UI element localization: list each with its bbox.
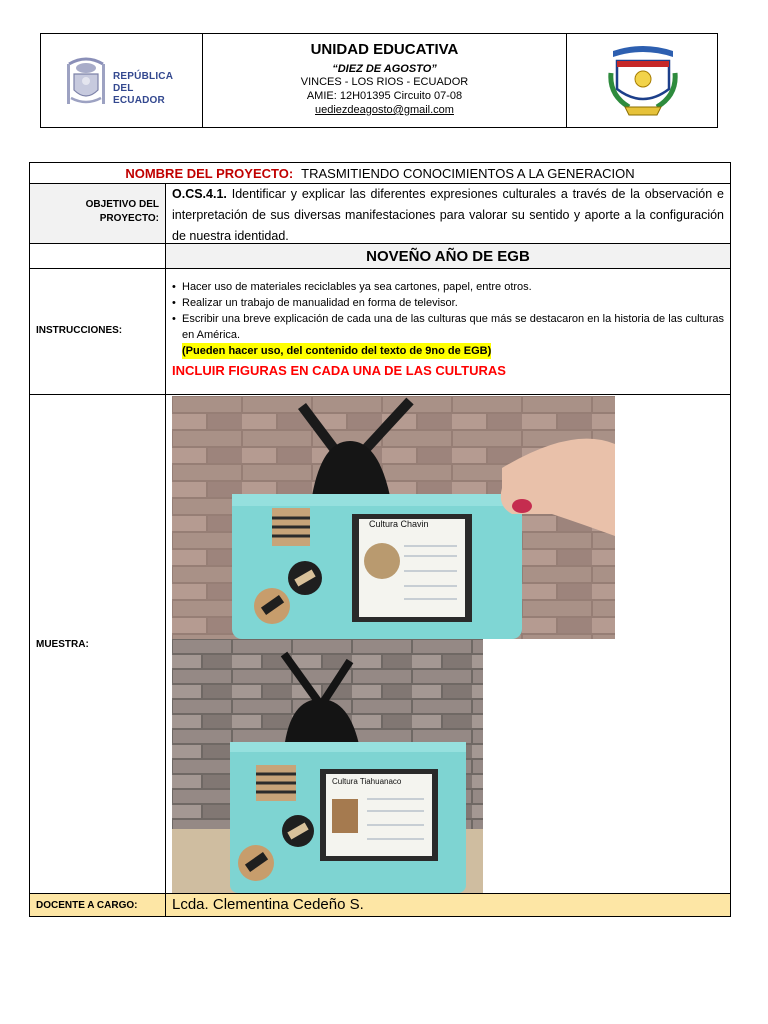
school-email-link[interactable]: uediezdeagosto@gmail.com — [315, 104, 454, 116]
instruction-note: (Pueden hacer uso, del contenido del texto de 9no de EGB) — [182, 345, 492, 357]
logo-line-1: REPÚBLICA — [113, 71, 174, 82]
level-empty-cell — [30, 244, 166, 268]
document-header — [40, 33, 718, 128]
objective-row — [30, 184, 730, 244]
project-name-row — [30, 163, 730, 184]
instructions-label: INSTRUCCIONES: — [30, 269, 166, 394]
objective-code: O.CS.4.1. — [172, 187, 227, 201]
project-table — [29, 162, 731, 917]
school-location: VINCES - LOS RIOS - ECUADOR — [300, 76, 469, 88]
logo-line-2: DEL ECUADOR — [113, 83, 165, 106]
instructions-content — [166, 269, 730, 394]
sample-photos — [166, 395, 730, 893]
instructions-row — [30, 269, 730, 395]
sample-photo-chavin — [172, 396, 615, 639]
instruction-item: • Hacer uso de materiales reciclables ya sea cartones, papel, entre otros. — [172, 279, 724, 295]
objective-label-line1: OBJETIVO DEL — [85, 199, 159, 210]
objective-text — [166, 184, 730, 243]
school-name: UNIDAD EDUCATIVA — [310, 41, 459, 58]
project-name-label: NOMBRE DEL PROYECTO: — [125, 165, 294, 181]
teacher-name: Lcda. Clementina Cedeño S. — [172, 896, 364, 913]
objective-description: Identificar y explicar las diferentes expresiones culturales a través de la observación e interpretación de sus diversas manifestaciones para valorar su sentido y aporte a la configuración de nuestra identidad. — [172, 187, 724, 243]
school-subtitle: “DIEZ DE AGOSTO” — [332, 63, 437, 75]
objective-label-line2: PROYECTO: — [99, 213, 159, 224]
teacher-row — [30, 894, 730, 916]
instruction-highlight: INCLUIR FIGURAS EN CADA UNA DE LAS CULTURAS — [172, 363, 506, 378]
instructions-list — [172, 279, 724, 343]
tv-craft-photo-2 — [172, 639, 483, 893]
school-info-cell — [203, 34, 568, 127]
tv-craft-photo — [172, 396, 615, 639]
school-amie: AMIE: 12H01395 Circuito 07-08 — [306, 90, 463, 102]
sample-label: MUESTRA: — [30, 395, 166, 893]
objective-label — [30, 184, 166, 243]
instruction-item: • Realizar un trabajo de manualidad en forma de televisor. — [172, 295, 724, 311]
level-title: NOVEÑO AÑO DE EGB — [166, 244, 730, 268]
school-crest-icon — [607, 43, 679, 119]
ecuador-coat-of-arms-icon — [61, 54, 111, 108]
school-crest-cell — [567, 34, 717, 127]
sample-row — [30, 395, 730, 894]
instruction-item: • Escribir una breve explicación de cada una de las culturas que más se destacaron en la historia de las culturas en América. — [172, 311, 724, 343]
republica-ecuador-logo — [61, 54, 186, 110]
chavin-screen-title: Cultura Chavin — [369, 519, 429, 529]
level-row — [30, 244, 730, 269]
sample-photo-tiahuanaco — [172, 639, 483, 893]
project-name-value: TRASMITIENDO CONOCIMIENTOS A LA GENERACION — [301, 165, 635, 181]
teacher-label: DOCENTE A CARGO: — [30, 894, 166, 916]
tiahuanaco-screen-title: Cultura Tiahuanaco — [332, 777, 402, 786]
ecuador-logo-cell — [41, 34, 203, 127]
